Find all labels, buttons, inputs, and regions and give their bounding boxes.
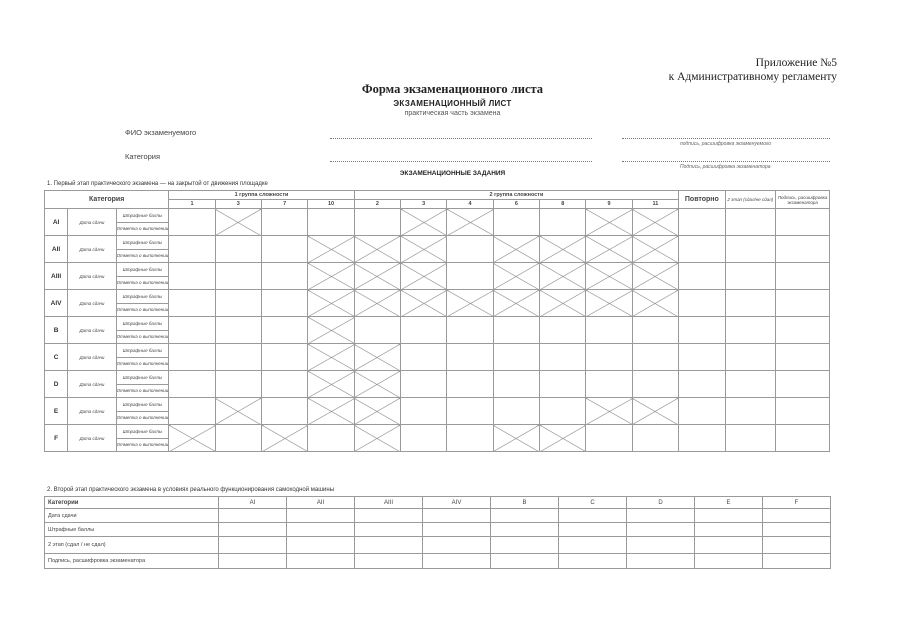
not-applicable-cell	[493, 263, 539, 290]
not-applicable-cell	[540, 290, 586, 317]
stage1-category-row	[45, 344, 830, 358]
score-cell[interactable]	[586, 344, 632, 371]
score-cell[interactable]	[308, 425, 354, 452]
not-applicable-cell	[632, 290, 678, 317]
not-applicable-cell	[632, 209, 678, 236]
score-cell[interactable]	[447, 425, 493, 452]
score-cell[interactable]	[401, 317, 447, 344]
score-cell[interactable]	[632, 425, 678, 452]
score-cell[interactable]	[262, 344, 308, 371]
stage2-value-cell[interactable]	[287, 554, 355, 569]
stage2-value-cell[interactable]	[559, 537, 627, 554]
signature-cell[interactable]	[776, 263, 830, 290]
stage2-value-cell[interactable]	[423, 523, 491, 537]
not-applicable-cell	[308, 344, 354, 371]
group1-col-number: 10	[308, 200, 354, 209]
stage2-value-cell[interactable]	[695, 509, 763, 523]
stage2-row-label: Штрафные баллы	[45, 523, 219, 537]
signature-cell[interactable]	[776, 371, 830, 398]
score-cell[interactable]	[493, 344, 539, 371]
score-cell[interactable]	[586, 425, 632, 452]
stage2-category-header: AIV	[423, 497, 491, 509]
not-applicable-cell	[401, 209, 447, 236]
mark-label: Отметка о выполнении	[116, 303, 169, 317]
not-applicable-cell	[540, 263, 586, 290]
score-cell[interactable]	[447, 344, 493, 371]
not-applicable-cell	[354, 290, 400, 317]
score-cell[interactable]	[262, 317, 308, 344]
group2-col-number: 9	[586, 200, 632, 209]
mark-label: Отметка о выполнении	[116, 276, 169, 290]
stage2-row-label: 2 этап (сдал / не сдал)	[45, 537, 219, 554]
score-cell[interactable]	[632, 371, 678, 398]
stage1-category-row	[45, 209, 830, 223]
group1-col-number: 7	[262, 200, 308, 209]
category-header: Категория	[45, 191, 169, 209]
stage2-value-cell[interactable]	[219, 537, 287, 554]
score-cell[interactable]	[262, 371, 308, 398]
not-applicable-cell	[354, 344, 400, 371]
stage2-value-cell[interactable]	[287, 537, 355, 554]
stage1-category-row	[45, 290, 830, 304]
score-cell[interactable]	[308, 209, 354, 236]
stage2-row-label: Дата сдачи	[45, 509, 219, 523]
not-applicable-cell	[493, 236, 539, 263]
penalty-label: Штрафные баллы	[116, 317, 169, 331]
stage2-categories-header: Категории	[45, 497, 219, 509]
stage2-value-cell[interactable]	[559, 509, 627, 523]
repeat-cell[interactable]	[679, 371, 725, 398]
score-cell[interactable]	[169, 290, 215, 317]
not-applicable-cell	[308, 371, 354, 398]
date-label: Дата сдачи	[68, 263, 116, 290]
score-cell[interactable]	[493, 209, 539, 236]
stage-cell[interactable]	[725, 209, 776, 236]
stage2-row	[45, 509, 831, 523]
stage1-table	[44, 190, 830, 452]
score-cell[interactable]	[540, 317, 586, 344]
group2-col-number: 6	[493, 200, 539, 209]
category-name: B	[45, 317, 68, 344]
score-cell[interactable]	[401, 398, 447, 425]
score-cell[interactable]	[447, 236, 493, 263]
penalty-label: Штрафные баллы	[116, 290, 169, 304]
not-applicable-cell	[354, 236, 400, 263]
category-label: Категория	[125, 152, 161, 161]
sheet-subtitle: практическая часть экзамена	[404, 110, 501, 117]
score-cell[interactable]	[354, 317, 400, 344]
stage2-row-label: Подпись, расшифровка экзаменатора	[45, 554, 219, 569]
not-applicable-cell	[215, 209, 261, 236]
date-label: Дата сдачи	[68, 371, 116, 398]
stage2-value-cell[interactable]	[627, 509, 695, 523]
stage-cell[interactable]	[725, 371, 776, 398]
stage2-value-cell[interactable]	[287, 509, 355, 523]
not-applicable-cell	[354, 263, 400, 290]
penalty-label: Штрафные баллы	[116, 209, 169, 223]
stage-cell[interactable]	[725, 317, 776, 344]
stage2-row	[45, 537, 831, 554]
form-title: Форма экзаменационного листа	[361, 82, 544, 96]
stage2-value-cell[interactable]	[559, 554, 627, 569]
stage-cell[interactable]	[725, 425, 776, 452]
score-cell[interactable]	[447, 371, 493, 398]
not-applicable-cell	[632, 398, 678, 425]
stage2-value-cell[interactable]	[355, 509, 423, 523]
not-applicable-cell	[262, 425, 308, 452]
stage2-value-cell[interactable]	[695, 523, 763, 537]
repeat-cell[interactable]	[679, 344, 725, 371]
date-label: Дата сдачи	[68, 236, 116, 263]
score-cell[interactable]	[215, 263, 261, 290]
penalty-label: Штрафные баллы	[116, 263, 169, 277]
score-cell[interactable]	[401, 344, 447, 371]
stage-cell[interactable]	[725, 263, 776, 290]
stage2-category-header: E	[695, 497, 763, 509]
stage2-value-cell[interactable]	[355, 537, 423, 554]
not-applicable-cell	[401, 290, 447, 317]
date-label: Дата сдачи	[68, 425, 116, 452]
stage2-value-cell[interactable]	[219, 523, 287, 537]
category-signature-line[interactable]	[622, 161, 830, 162]
score-cell[interactable]	[447, 398, 493, 425]
not-applicable-cell	[586, 236, 632, 263]
stage2-category-header: D	[627, 497, 695, 509]
not-applicable-cell	[493, 290, 539, 317]
score-cell[interactable]	[262, 398, 308, 425]
stage-cell[interactable]	[725, 344, 776, 371]
not-applicable-cell	[354, 371, 400, 398]
stage1-category-row	[45, 317, 830, 331]
category-name: C	[45, 344, 68, 371]
date-label: Дата сдачи	[68, 317, 116, 344]
group2-col-number: 8	[540, 200, 586, 209]
stage2-category-header: AII	[287, 497, 355, 509]
not-applicable-cell	[586, 290, 632, 317]
group2-col-number: 4	[447, 200, 493, 209]
penalty-label: Штрафные баллы	[116, 398, 169, 412]
score-cell[interactable]	[401, 425, 447, 452]
date-label: Дата сдачи	[68, 398, 116, 425]
signature-cell[interactable]	[776, 425, 830, 452]
score-cell[interactable]	[586, 371, 632, 398]
penalty-label: Штрафные баллы	[116, 344, 169, 358]
score-cell[interactable]	[169, 317, 215, 344]
penalty-label: Штрафные баллы	[116, 425, 169, 439]
score-cell[interactable]	[632, 317, 678, 344]
not-applicable-cell	[401, 236, 447, 263]
date-label: Дата сдачи	[68, 290, 116, 317]
group1-col-number: 1	[169, 200, 215, 209]
repeat-cell[interactable]	[679, 236, 725, 263]
not-applicable-cell	[540, 425, 586, 452]
signature-header: Подпись, расшифровка экзаменатора	[776, 191, 830, 209]
stage2-row	[45, 554, 831, 569]
signature-cell[interactable]	[776, 344, 830, 371]
stage2-value-cell[interactable]	[763, 554, 831, 569]
stage2-value-cell[interactable]	[287, 523, 355, 537]
score-cell[interactable]	[262, 263, 308, 290]
score-cell[interactable]	[262, 236, 308, 263]
repeat-cell[interactable]	[679, 290, 725, 317]
stage1-category-row	[45, 398, 830, 412]
mark-label: Отметка о выполнении	[116, 330, 169, 344]
signature-cell[interactable]	[776, 236, 830, 263]
stage2-value-cell[interactable]	[491, 554, 559, 569]
stage2-value-cell[interactable]	[763, 509, 831, 523]
stage2-category-header: AI	[219, 497, 287, 509]
stage-cell[interactable]	[725, 236, 776, 263]
signature-cell[interactable]	[776, 290, 830, 317]
mark-label: Отметка о выполнении	[116, 438, 169, 452]
date-label: Дата сдачи	[68, 344, 116, 371]
score-cell[interactable]	[169, 209, 215, 236]
category-name: F	[45, 425, 68, 452]
stage2-value-cell[interactable]	[627, 523, 695, 537]
score-cell[interactable]	[169, 263, 215, 290]
stage2-category-header: F	[763, 497, 831, 509]
stage2-table	[44, 496, 831, 569]
penalty-label: Штрафные баллы	[116, 371, 169, 385]
stage2-category-header: AIII	[355, 497, 423, 509]
stage2-value-cell[interactable]	[423, 509, 491, 523]
repeat-cell[interactable]	[679, 398, 725, 425]
score-cell[interactable]	[447, 317, 493, 344]
score-cell[interactable]	[215, 317, 261, 344]
score-cell[interactable]	[262, 290, 308, 317]
repeat-cell[interactable]	[679, 317, 725, 344]
stage2-value-cell[interactable]	[491, 537, 559, 554]
tasks-title: ЭКЗАМЕНАЦИОННЫЕ ЗАДАНИЯ	[399, 170, 506, 177]
score-cell[interactable]	[169, 398, 215, 425]
category-caption: Подпись, расшифровка экзаменатора	[680, 164, 771, 170]
stage2-value-cell[interactable]	[423, 537, 491, 554]
score-cell[interactable]	[493, 317, 539, 344]
not-applicable-cell	[354, 425, 400, 452]
repeat-cell[interactable]	[679, 263, 725, 290]
fio-input-line[interactable]	[330, 138, 592, 139]
score-cell[interactable]	[447, 263, 493, 290]
score-cell[interactable]	[540, 371, 586, 398]
score-cell[interactable]	[215, 344, 261, 371]
not-applicable-cell	[308, 290, 354, 317]
repeat-header: Повторно	[679, 191, 725, 209]
not-applicable-cell	[308, 263, 354, 290]
stage2-value-cell[interactable]	[219, 509, 287, 523]
group1-header: 1 группа сложности	[169, 191, 354, 200]
not-applicable-cell	[354, 398, 400, 425]
stage2-value-cell[interactable]	[491, 523, 559, 537]
stage2-category-header: B	[491, 497, 559, 509]
stage2-value-cell[interactable]	[219, 554, 287, 569]
score-cell[interactable]	[586, 317, 632, 344]
score-cell[interactable]	[215, 371, 261, 398]
category-name: AI	[45, 209, 68, 236]
category-name: D	[45, 371, 68, 398]
score-cell[interactable]	[169, 344, 215, 371]
not-applicable-cell	[308, 236, 354, 263]
category-name: E	[45, 398, 68, 425]
not-applicable-cell	[447, 209, 493, 236]
score-cell[interactable]	[215, 425, 261, 452]
mark-label: Отметка о выполнении	[116, 411, 169, 425]
group2-col-number: 3	[401, 200, 447, 209]
not-applicable-cell	[308, 317, 354, 344]
category-name: AIII	[45, 263, 68, 290]
fio-label: ФИО экзаменуемого	[125, 128, 197, 137]
mark-label: Отметка о выполнении	[116, 357, 169, 371]
mark-label: Отметка о выполнении	[116, 249, 169, 263]
fio-signature-line[interactable]	[622, 138, 830, 139]
not-applicable-cell	[586, 209, 632, 236]
score-cell[interactable]	[401, 371, 447, 398]
stage2-value-cell[interactable]	[355, 523, 423, 537]
stage2-value-cell[interactable]	[695, 537, 763, 554]
stage1-category-row	[45, 371, 830, 385]
not-applicable-cell	[540, 236, 586, 263]
not-applicable-cell	[586, 398, 632, 425]
not-applicable-cell	[632, 236, 678, 263]
signature-cell[interactable]	[776, 398, 830, 425]
not-applicable-cell	[308, 398, 354, 425]
stage2-value-cell[interactable]	[763, 537, 831, 554]
group1-col-number: 3	[215, 200, 261, 209]
stage2-value-cell[interactable]	[491, 509, 559, 523]
group2-col-number: 2	[354, 200, 400, 209]
mark-label: Отметка о выполнении	[116, 384, 169, 398]
not-applicable-cell	[169, 425, 215, 452]
stage2-value-cell[interactable]	[355, 554, 423, 569]
appendix-label: Приложение №5	[755, 57, 837, 69]
sheet-title: ЭКЗАМЕНАЦИОННЫЙ ЛИСТ	[393, 99, 512, 108]
score-cell[interactable]	[540, 209, 586, 236]
signature-cell[interactable]	[776, 209, 830, 236]
group2-header: 2 группа сложности	[354, 191, 679, 200]
group2-col-number: 11	[632, 200, 678, 209]
stage1-category-row	[45, 263, 830, 277]
date-label: Дата сдачи	[68, 209, 116, 236]
stage2-category-header: C	[559, 497, 627, 509]
fio-caption: подпись, расшифровка экзаменуемого	[680, 141, 772, 147]
stage2-value-cell[interactable]	[627, 554, 695, 569]
score-cell[interactable]	[632, 344, 678, 371]
stage-cell[interactable]	[725, 290, 776, 317]
category-name: AII	[45, 236, 68, 263]
stage2-header-row	[45, 497, 831, 509]
regulation-label: к Административному регламенту	[668, 71, 837, 83]
score-cell[interactable]	[169, 236, 215, 263]
not-applicable-cell	[632, 263, 678, 290]
repeat-cell[interactable]	[679, 425, 725, 452]
not-applicable-cell	[215, 398, 261, 425]
category-input-line[interactable]	[330, 161, 592, 162]
score-cell[interactable]	[169, 371, 215, 398]
stage2-value-cell[interactable]	[627, 537, 695, 554]
score-cell[interactable]	[215, 290, 261, 317]
stage-header: 2 этап (сдал/не сдал)	[725, 191, 776, 209]
stage2-value-cell[interactable]	[423, 554, 491, 569]
score-cell[interactable]	[540, 344, 586, 371]
score-cell[interactable]	[262, 209, 308, 236]
stage2-value-cell[interactable]	[763, 523, 831, 537]
stage1-category-row	[45, 236, 830, 250]
not-applicable-cell	[447, 290, 493, 317]
repeat-cell[interactable]	[679, 209, 725, 236]
not-applicable-cell	[401, 263, 447, 290]
score-cell[interactable]	[540, 398, 586, 425]
signature-cell[interactable]	[776, 317, 830, 344]
score-cell[interactable]	[215, 236, 261, 263]
stage2-value-cell[interactable]	[695, 554, 763, 569]
stage1-header-row	[45, 191, 830, 200]
not-applicable-cell	[493, 425, 539, 452]
score-cell[interactable]	[354, 209, 400, 236]
category-name: AIV	[45, 290, 68, 317]
not-applicable-cell	[586, 263, 632, 290]
penalty-label: Штрафные баллы	[116, 236, 169, 250]
stage2-row	[45, 523, 831, 537]
score-cell[interactable]	[493, 398, 539, 425]
mark-label: Отметка о выполнении	[116, 222, 169, 236]
score-cell[interactable]	[493, 371, 539, 398]
stage1-category-row	[45, 425, 830, 439]
stage-cell[interactable]	[725, 398, 776, 425]
stage2-title: 2. Второй этап практического экзамена в условиях реального функционирования самоходной машины	[47, 487, 335, 493]
stage2-value-cell[interactable]	[559, 523, 627, 537]
stage1-title: 1. Первый этап практического экзамена — на закрытой от движения площадке	[47, 181, 268, 187]
